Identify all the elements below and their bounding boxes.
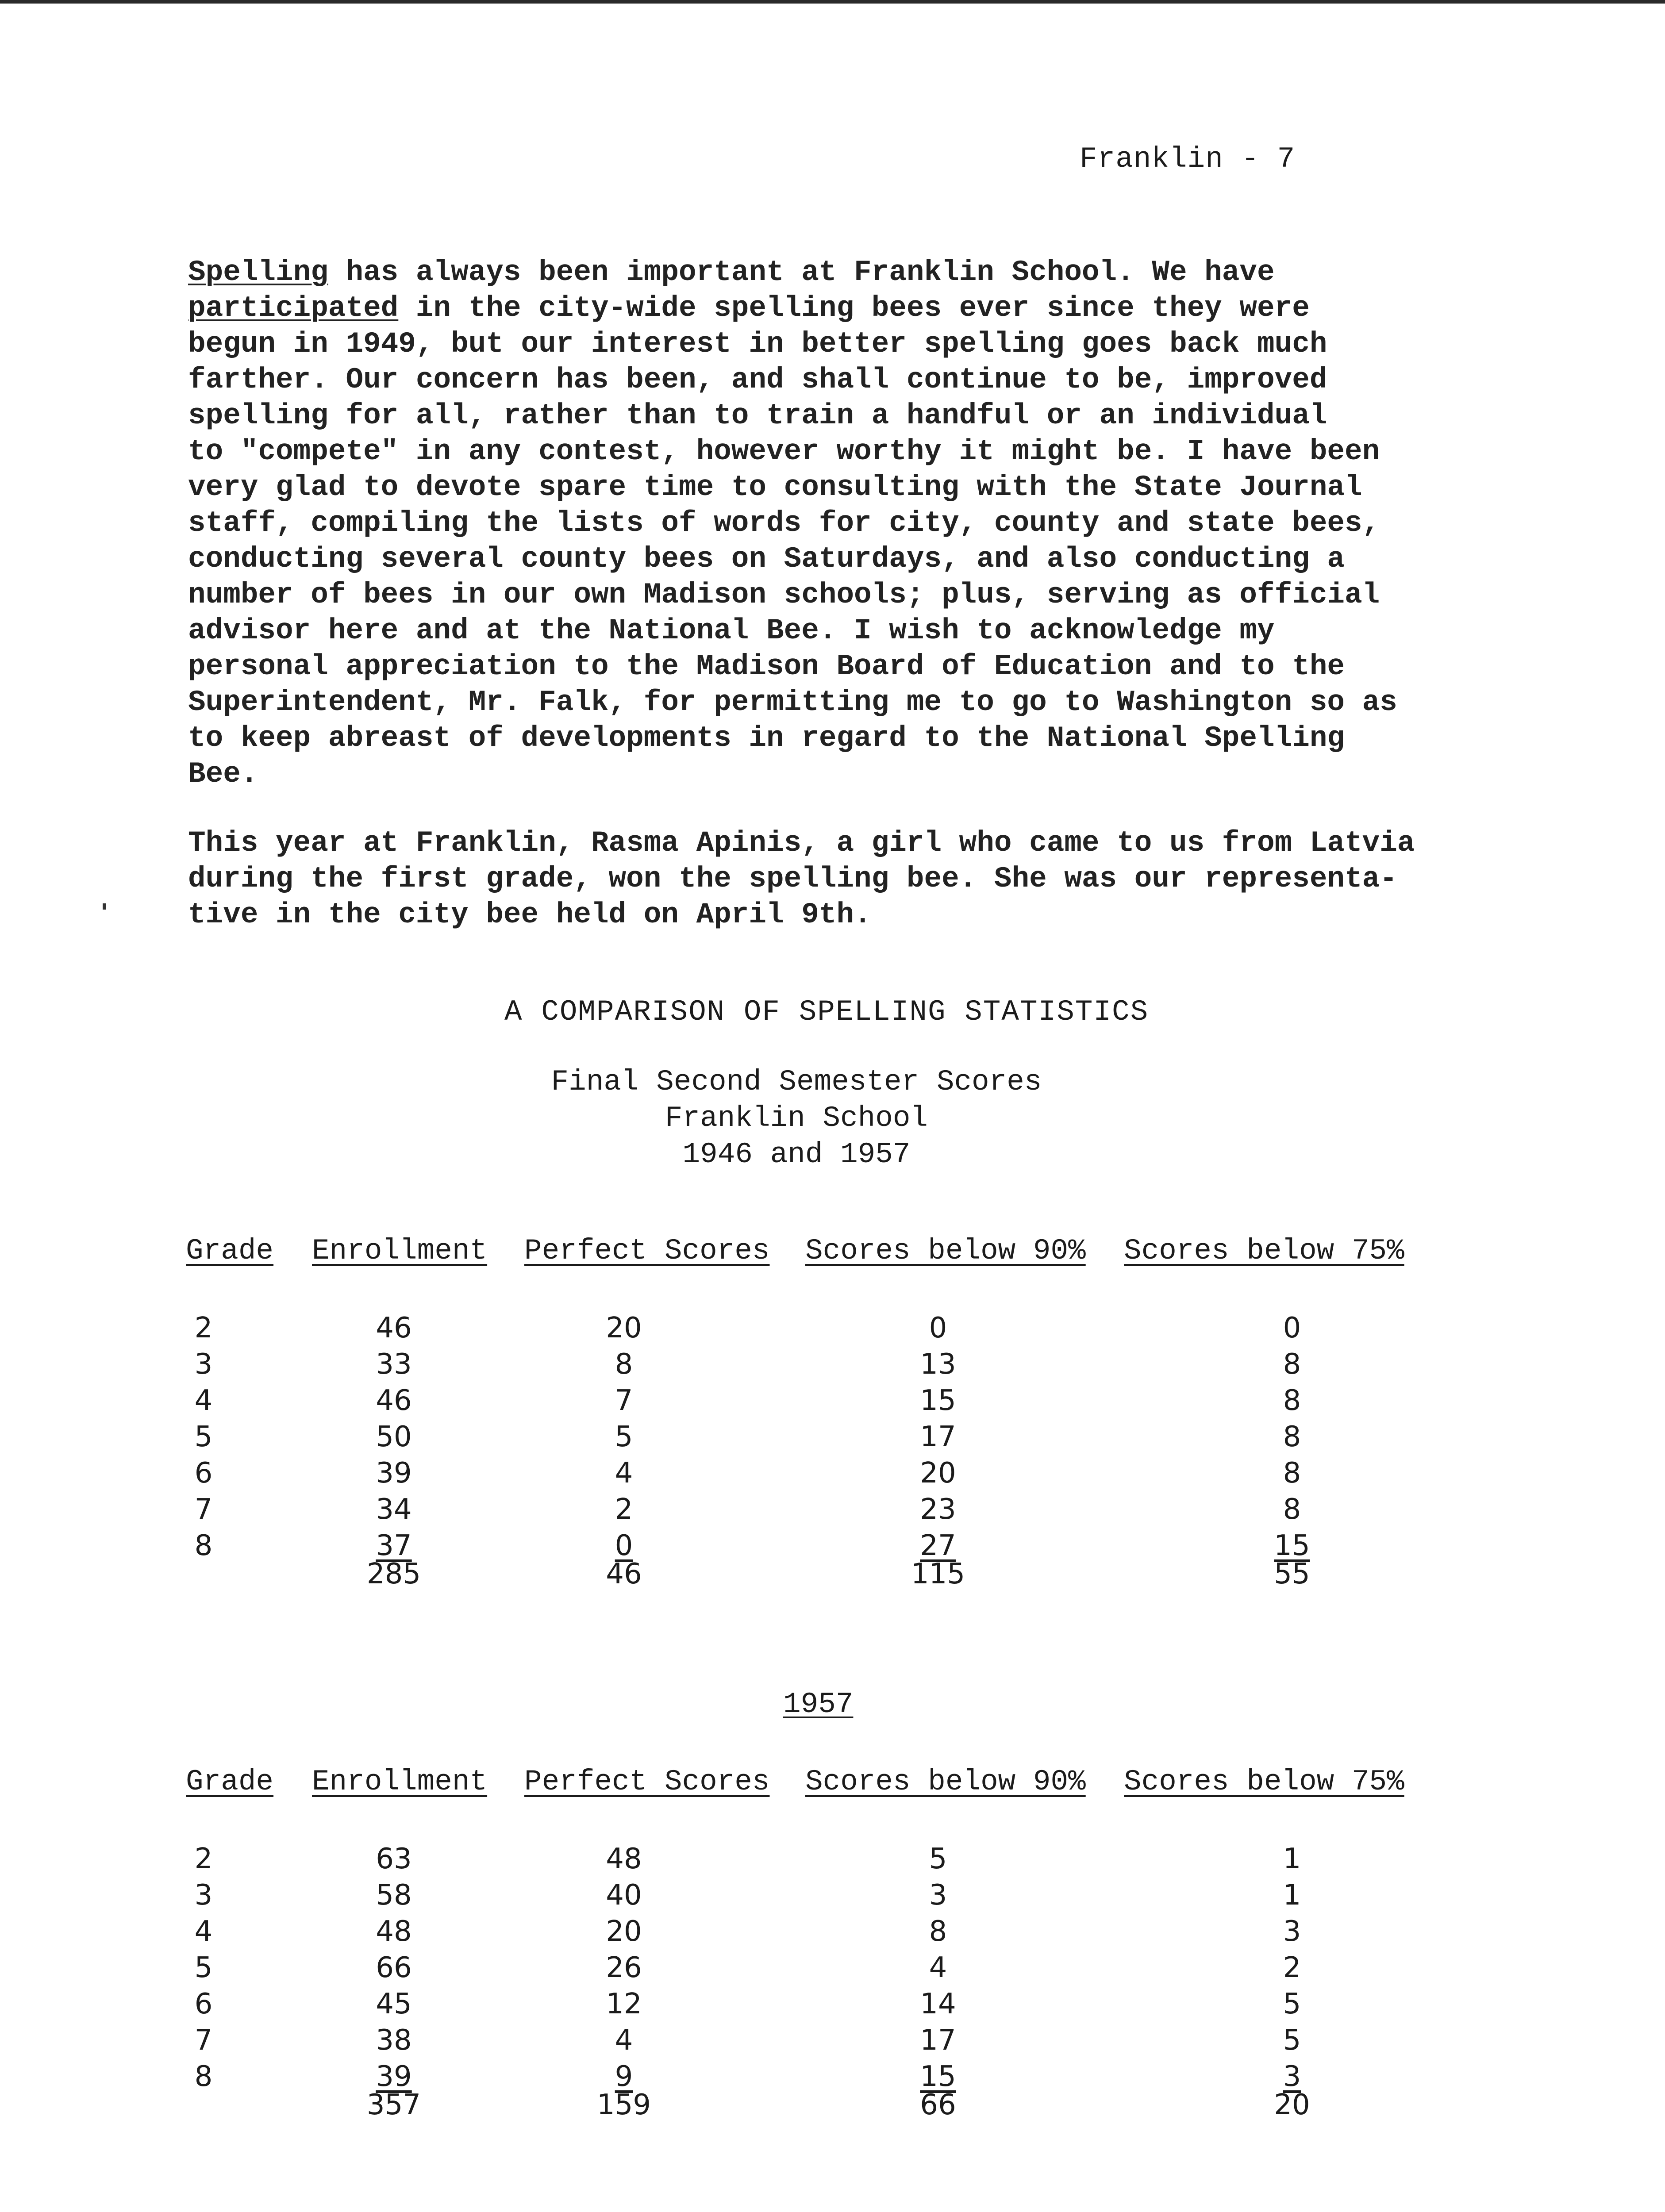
table-row xyxy=(177,1988,1434,2024)
cell-grade: 5 xyxy=(194,1421,213,1453)
cell-below-75: 2 xyxy=(1283,1951,1301,1984)
paragraph-line: participated in the city-wide spelling bees ever since they were xyxy=(188,292,1310,325)
header-grade: Grade xyxy=(186,1765,274,1798)
cell-grade: 7 xyxy=(194,2024,213,2057)
total-below-90: 66 xyxy=(920,2089,956,2121)
paragraph-line: to "compete" in any contest, however worthy it might be. I have been xyxy=(188,435,1380,468)
paragraph-spelling xyxy=(188,254,1427,792)
total-below-90: 115 xyxy=(911,1558,965,1590)
cell-below-90: 23 xyxy=(920,1493,956,1526)
cell-perfect: 20 xyxy=(606,1312,642,1344)
cell-perfect: 7 xyxy=(615,1384,633,1417)
header-below-75: Scores below 75% xyxy=(1124,1234,1404,1267)
paragraph-line: Superintendent, Mr. Falk, for permitting me to go to Washington so as xyxy=(188,686,1397,719)
header-grade: Grade xyxy=(186,1234,274,1267)
cell-perfect: 48 xyxy=(606,1843,642,1875)
cell-grade: 8 xyxy=(194,1529,213,1562)
cell-below-75: 8 xyxy=(1283,1348,1301,1381)
table-row xyxy=(177,1384,1434,1421)
table-totals-row xyxy=(177,1558,1434,1594)
table-row xyxy=(177,1843,1434,1879)
paragraph-line: spelling for all, rather than to train a handful or an individual xyxy=(188,399,1327,432)
year-1957-heading: 1957 xyxy=(783,1688,854,1721)
cell-grade: 2 xyxy=(194,1843,213,1875)
paragraph-line: tive in the city bee held on April 9th. xyxy=(188,898,872,931)
table-totals-row xyxy=(177,2089,1434,2125)
table-header-row xyxy=(177,1234,1434,1265)
paragraph-rasma xyxy=(188,825,1427,933)
cell-below-90: 14 xyxy=(920,1988,956,2020)
paragraph-line: advisor here and at the National Bee. I wish to acknowledge my xyxy=(188,614,1275,647)
cell-perfect: 9 xyxy=(615,2060,633,2093)
paragraph-line: to keep abreast of developments in regard to the National Spelling xyxy=(188,722,1345,755)
cell-below-75: 8 xyxy=(1283,1421,1301,1453)
cell-enrollment: 39 xyxy=(376,1457,412,1490)
cell-below-75: 8 xyxy=(1283,1384,1301,1417)
paragraph-line: number of bees in our own Madison schools; plus, serving as official xyxy=(188,578,1380,611)
page-header: Franklin - 7 xyxy=(1080,142,1296,176)
table-row xyxy=(177,1457,1434,1493)
cell-below-90: 17 xyxy=(920,1421,956,1453)
cell-below-90: 17 xyxy=(920,2024,956,2057)
margin-speck xyxy=(103,903,106,910)
cell-grade: 4 xyxy=(194,1384,213,1417)
table-row xyxy=(177,1348,1434,1384)
cell-grade: 6 xyxy=(194,1457,213,1490)
total-enrollment: 357 xyxy=(366,2089,421,2121)
total-perfect: 159 xyxy=(596,2089,651,2121)
cell-enrollment: 45 xyxy=(376,1988,412,2020)
cell-below-75: 5 xyxy=(1283,1988,1301,2020)
cell-grade: 6 xyxy=(194,1988,213,2020)
paragraph-line: farther. Our concern has been, and shall continue to be, improved xyxy=(188,363,1327,396)
cell-enrollment: 38 xyxy=(376,2024,412,2057)
table-row xyxy=(177,1312,1434,1348)
table-row xyxy=(177,1493,1434,1529)
cell-below-90: 5 xyxy=(929,1843,947,1875)
table-1957 xyxy=(177,1765,1434,2125)
table-1946 xyxy=(177,1234,1434,1594)
cell-enrollment: 48 xyxy=(376,1915,412,1948)
cell-grade: 3 xyxy=(194,1879,213,1912)
cell-grade: 5 xyxy=(194,1951,213,1984)
cell-perfect: 0 xyxy=(615,1529,633,1562)
page-top-edge xyxy=(0,0,1665,4)
cell-below-90: 4 xyxy=(929,1951,947,1984)
cell-perfect: 5 xyxy=(615,1421,633,1453)
cell-below-90: 8 xyxy=(929,1915,947,1948)
cell-enrollment: 50 xyxy=(376,1421,412,1453)
paragraph-line: This year at Franklin, Rasma Apinis, a girl who came to us from Latvia xyxy=(188,826,1415,860)
table-row xyxy=(177,1915,1434,1951)
cell-below-75: 8 xyxy=(1283,1493,1301,1526)
total-enrollment: 285 xyxy=(366,1558,421,1590)
header-below-90: Scores below 90% xyxy=(805,1765,1086,1798)
cell-below-75: 5 xyxy=(1283,2024,1301,2057)
cell-below-90: 20 xyxy=(920,1457,956,1490)
cell-perfect: 4 xyxy=(615,2024,633,2057)
cell-perfect: 4 xyxy=(615,1457,633,1490)
table-header-row xyxy=(177,1765,1434,1796)
cell-below-90: 0 xyxy=(929,1312,947,1344)
cell-enrollment: 63 xyxy=(376,1843,412,1875)
cell-enrollment: 66 xyxy=(376,1951,412,1984)
cell-below-75: 1 xyxy=(1283,1843,1301,1875)
cell-below-75: 15 xyxy=(1274,1529,1310,1562)
table-row xyxy=(177,2024,1434,2060)
cell-perfect: 20 xyxy=(606,1915,642,1948)
cell-below-90: 15 xyxy=(920,1384,956,1417)
cell-perfect: 8 xyxy=(615,1348,633,1381)
paragraph-line: Bee. xyxy=(188,757,258,791)
total-below-75: 20 xyxy=(1274,2089,1310,2121)
table-body xyxy=(177,1312,1434,1594)
paragraph-line: Spelling has always been important at Franklin School. We have xyxy=(188,256,1275,289)
cell-enrollment: 46 xyxy=(376,1384,412,1417)
cell-below-75: 0 xyxy=(1283,1312,1301,1344)
cell-below-90: 27 xyxy=(920,1529,956,1562)
subheading-line: Final Second Semester Scores xyxy=(551,1065,1042,1098)
cell-perfect: 26 xyxy=(606,1951,642,1984)
cell-below-75: 8 xyxy=(1283,1457,1301,1490)
cell-grade: 4 xyxy=(194,1915,213,1948)
cell-enrollment: 37 xyxy=(376,1529,412,1562)
table-row xyxy=(177,1951,1434,1988)
cell-grade: 2 xyxy=(194,1312,213,1344)
cell-below-75: 3 xyxy=(1283,2060,1301,2093)
cell-below-90: 3 xyxy=(929,1879,947,1912)
table-row xyxy=(177,1421,1434,1457)
cell-grade: 7 xyxy=(194,1493,213,1526)
table-row xyxy=(177,1879,1434,1915)
paragraph-line: conducting several county bees on Saturdays, and also conducting a xyxy=(188,542,1345,576)
cell-enrollment: 39 xyxy=(376,2060,412,2093)
underlined-word: participated xyxy=(188,292,399,325)
cell-enrollment: 46 xyxy=(376,1312,412,1344)
cell-grade: 3 xyxy=(194,1348,213,1381)
cell-perfect: 40 xyxy=(606,1879,642,1912)
header-perfect-scores: Perfect Scores xyxy=(524,1765,770,1798)
paragraph-line: personal appreciation to the Madison Board of Education and to the xyxy=(188,650,1345,683)
cell-enrollment: 58 xyxy=(376,1879,412,1912)
statistics-heading: A COMPARISON OF SPELLING STATISTICS xyxy=(504,995,1149,1029)
paragraph-line: staff, compiling the lists of words for city, county and state bees, xyxy=(188,507,1380,540)
subheading-line: 1946 and 1957 xyxy=(682,1138,911,1171)
cell-enrollment: 33 xyxy=(376,1348,412,1381)
cell-enrollment: 34 xyxy=(376,1493,412,1526)
total-below-75: 55 xyxy=(1274,1558,1310,1590)
header-perfect-scores: Perfect Scores xyxy=(524,1234,770,1267)
header-below-90: Scores below 90% xyxy=(805,1234,1086,1267)
cell-perfect: 12 xyxy=(606,1988,642,2020)
cell-perfect: 2 xyxy=(615,1493,633,1526)
table-body xyxy=(177,1843,1434,2125)
paragraph-line: begun in 1949, but our interest in better spelling goes back much xyxy=(188,327,1327,361)
paragraph-line: during the first grade, won the spelling bee. She was our representa- xyxy=(188,862,1397,895)
underlined-word: Spelling xyxy=(188,256,328,289)
total-perfect: 46 xyxy=(606,1558,642,1590)
paragraph-line: very glad to devote spare time to consulting with the State Journal xyxy=(188,471,1362,504)
cell-below-75: 1 xyxy=(1283,1879,1301,1912)
header-below-75: Scores below 75% xyxy=(1124,1765,1404,1798)
header-enrollment: Enrollment xyxy=(312,1234,488,1267)
statistics-subheading xyxy=(509,1064,1084,1173)
header-enrollment: Enrollment xyxy=(312,1765,488,1798)
subheading-line: Franklin School xyxy=(665,1102,928,1135)
cell-grade: 8 xyxy=(194,2060,213,2093)
cell-below-90: 13 xyxy=(920,1348,956,1381)
cell-below-90: 15 xyxy=(920,2060,956,2093)
cell-below-75: 3 xyxy=(1283,1915,1301,1948)
